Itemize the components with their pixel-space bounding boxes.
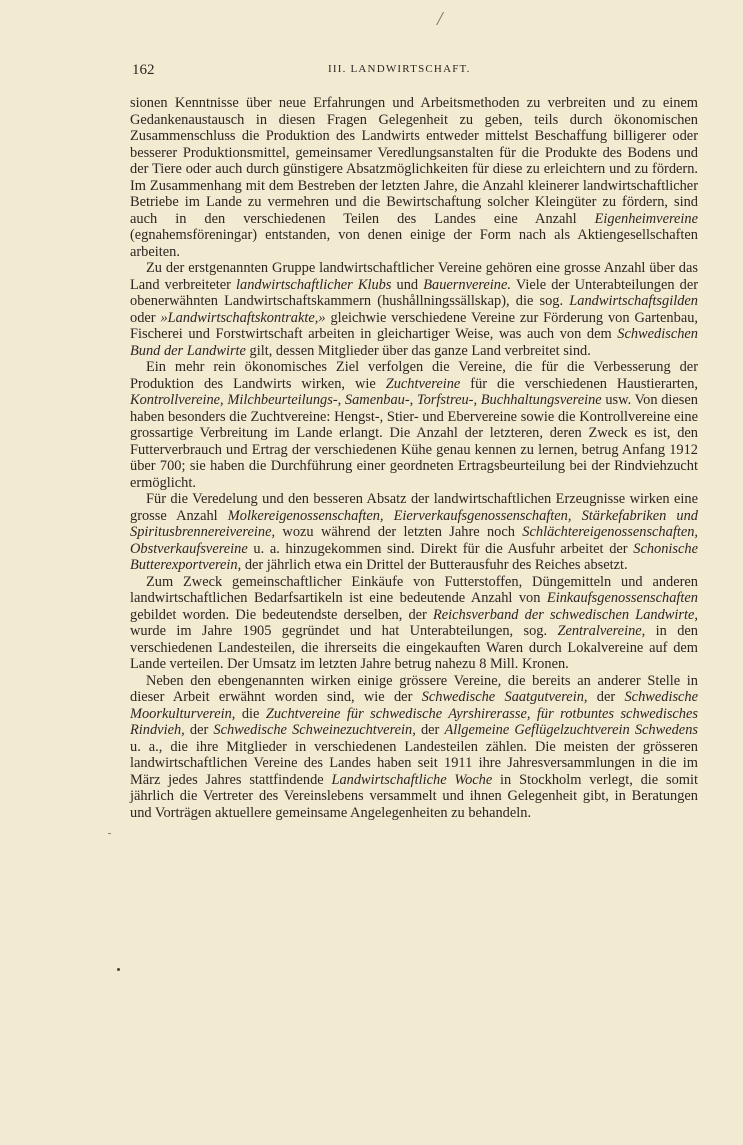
paragraph: Neben den ebengenannten wirken einige grössere Vereine, die bereits an anderer Stelle in dieser Arbeit erwähnt worden sind, wie der Schwedische Saatgutverein, der Schwedische Moorkulturverein, die Zuchtvereine für schwedische Ayrshirerasse, für rotbuntes schwedisches Rindvieh, der Schwedische Schweinezuchtverein, der Allgemeine Geflügelzuchtverein Schwedens u. a., die ihre Mitglieder in verschiedenen Landesteilen zählen. Die meisten der grösseren landwirtschaftlichen Vereine des Landes haben seit 1911 ihre Jahresversammlungen in die im März jedes Jahres stattfindende Landwirtschaftliche Woche in Stockholm verlegt, die somit jährlich die Vertreter des Vereinslebens versammelt und ihnen Gelegenheit gibt, in Beratungen und Vorträgen aktuellere gemeinsame Angelegenheiten zu behandeln. [130,672,699,821]
paragraph: Für die Veredelung und den besseren Absatz der landwirtschaftlichen Erzeugnisse wirken eine grosse Anzahl Molkereigenossenschaften, Eierverkaufsgenossenschaften, Stärkefabriken und Spiritusbrennereivereine, wozu während der letzten Jahre noch Schlächtereigenossenschaften, Obstverkaufsvereine u. a. hinzugekommen sind. Direkt für die Ausfuhr arbeitet der Schonische Butterexportverein, der jährlich etwa ein Drittel der Butterausfuhr des Reiches absetzt. [130,491,699,573]
margin-speck [117,968,120,971]
body-text [130,95,698,821]
margin-pencil-mark: / [437,8,443,30]
paragraph: Ein mehr rein ökonomisches Ziel verfolgen die Vereine, die für die Verbesserung der Produktion des Landwirts wirken, wie Zuchtvereine für die verschiedenen Haustierarten, Kontrollvereine, Milchbeurteilungs-, Samenbau-, Torfstreu-, Buchhaltungsvereine usw. Von diesen haben besonders die Zuchtvereine: Hengst-, Stier- und Ebervereine sowie die Kontrollvereine eine grossartige Verbreitung im Lande erlangt. Die Anzahl der letzteren, deren Zweck es ist, den Futterverbrauch und Ertrag der verschiedenen Kühe genau kennen zu lernen, betrug Anfang 1912 über 700; sie haben die Durchführung einer geordneten Ertragsbeurteilung bei der Rindviehzucht ermöglicht. [130,359,698,491]
paragraph: Zum Zweck gemeinschaftlicher Einkäufe von Futterstoffen, Düngemitteln und anderen landwirtschaftlichen Bedarfsartikeln ist eine bedeutende Anzahl von Einkaufsgenossenschaften gebildet worden. Die bedeutendste derselben, der Reichsverband der schwedischen Landwirte, wurde im Jahre 1905 gegründet und hat Unterabteilungen, sog. Zentralvereine, in den verschiedenen Landesteilen, die ihrerseits die eingekauften Waren durch Lokalvereine auf dem Lande verteilen. Der Umsatz im letzten Jahre betrug nahezu 8 Mill. Kronen. [130,573,698,672]
paragraph: sionen Kenntnisse über neue Erfahrungen und Arbeitsmethoden zu verbreiten und zu einem Gedankenaustausch in diesen Fragen Gelegenheit zu geben, teils durch ökonomischen Zusammenschluss die Produktion des Landwirts entweder mittelst Beschaffung billigerer oder besserer Produktionsmittel, gemeinsamer Veredlungsanstalten für die Produkte des Bodens und der Tiere oder auch durch günstigere Absatzmöglichkeiten für diese zu erleichtern und zu fördern. Im Zusammenhang mit dem Bestreben der letzten Jahre, die Anzahl kleinerer landwirtschaftlicher Betriebe im Lande zu vermehren und die Bewirtschaftung solcher Kleingüter zu fördern, sind auch in den verschiedenen Teilen des Landes eine Anzahl Eigenheimvereine (egnahemsföreningar) entstanden, von denen einige der Form nach als Aktiengesellschaften arbeiten. [130,95,698,260]
running-title: III. LANDWIRTSCHAFT. [328,63,471,75]
page-number: 162 [132,62,155,78]
paragraph: Zu der erstgenannten Gruppe landwirtschaftlicher Vereine gehören eine grosse Anzahl über das Land verbreiteter landwirtschaftlicher Klubs und Bauernvereine. Viele der Unterabteilungen der obenerwähnten Landwirtschaftskammern (hushållningssällskap), die sog. Landwirtschaftsgilden oder »Landwirtschaftskontrakte,» gleichwie verschiedene Vereine zur Förderung von Gartenbau, Fischerei und Forstwirtschaft arbeiten in gleichartiger Weise, was auch von dem Schwedischen Bund der Landwirte gilt, dessen Mitglieder über das ganze Land verbreitet sind. [130,260,699,359]
page-header [132,62,698,80]
margin-speck [108,833,111,834]
